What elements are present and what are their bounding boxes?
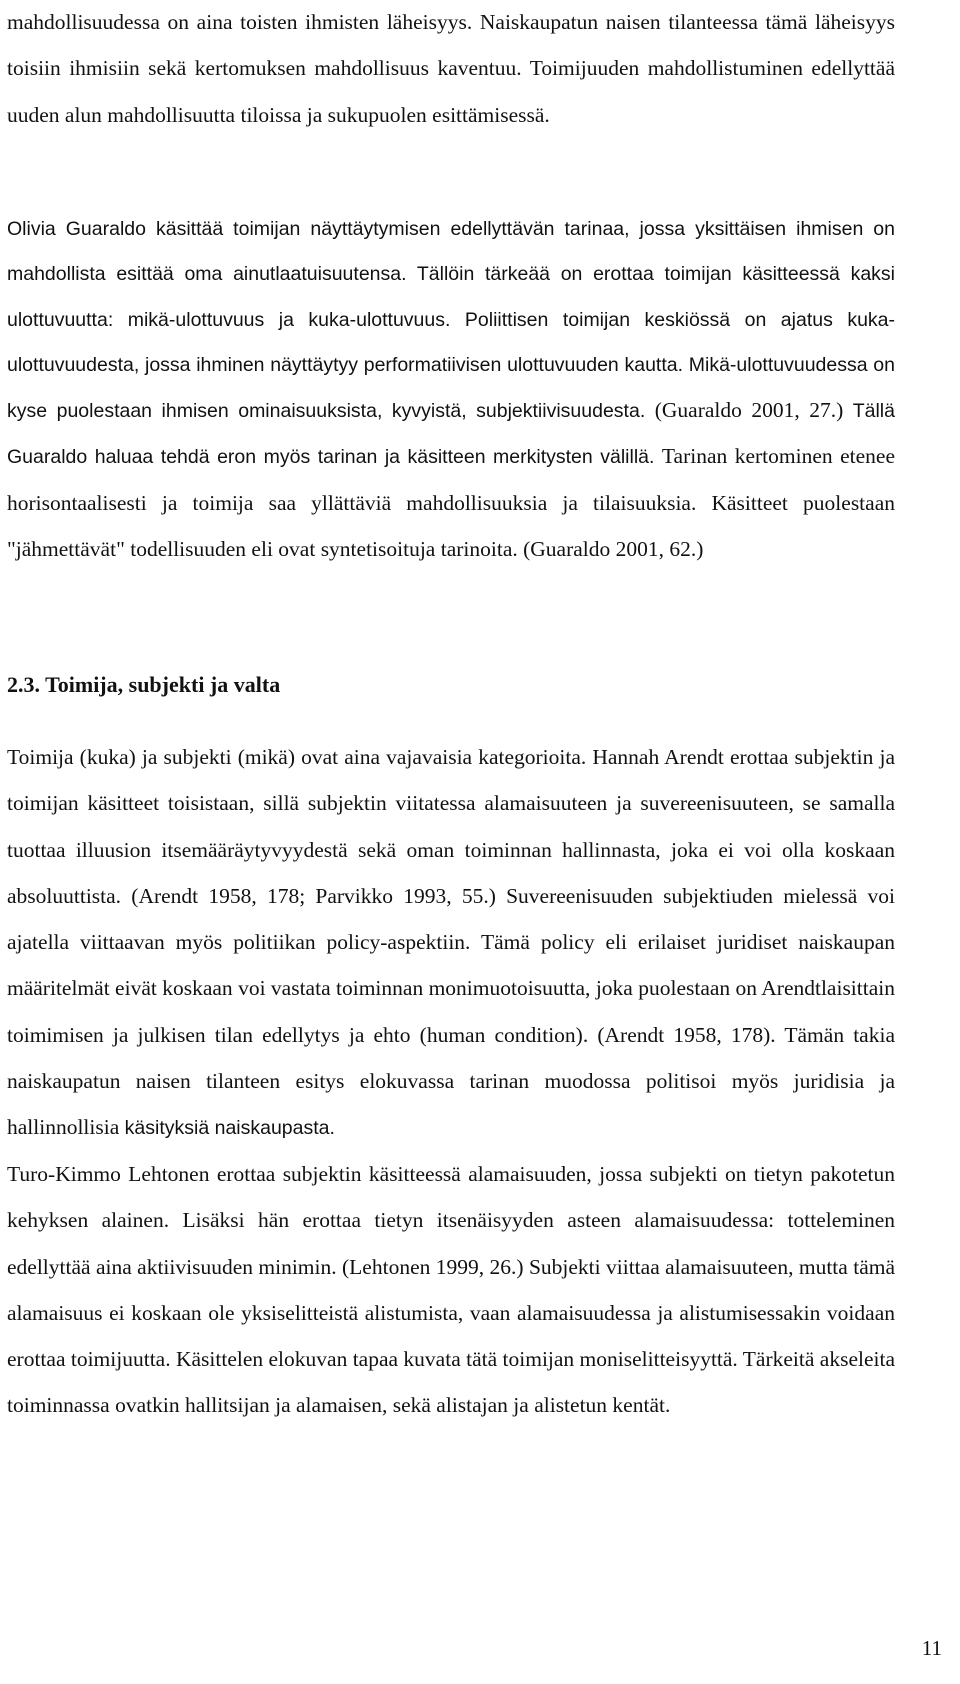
text-run: mahdollisuudessa on aina toisten ihmisten läheisyys. Naiskaupatun naisen tilanteessa tämä läheisyys toisiin ihmisiin sekä kertomuksen mahdollisuus kaventuu. Toimijuuden mahdollistuminen edellyttää uuden alun mahdollisuutta tiloissa ja sukupuolen esittämisessä. — [7, 10, 895, 127]
text-run: Tällä Guaraldo haluaa tehdä eron myös tarinan ja käsitteen merkitysten välillä. — [7, 400, 895, 469]
page-number: 11 — [921, 1636, 942, 1660]
text-run: (Guaraldo 2001, 27.) — [654, 398, 853, 423]
text-run: käsityksiä naiskaupasta. — [124, 1117, 335, 1140]
text-run: Olivia Guaraldo käsittää toimijan näyttäytymisen edellyttävän tarinaa, jossa yksittäisen ihmisen on mahdollista esittää oma ainutlaatuisuutensa. Tällöin tärkeää on erottaa toimijan käsitteessä kaksi ulottuvuutta: mikä-ulottuvuus ja kuka-ulottuvuus. Poliittisen toimijan keskiössä on ajatus kuka-ulottuvuudesta, jossa ihminen näyttäytyy performatiivisen ulottuvuuden kautta. Mikä-ulottuvuudessa on kyse puolestaan ihmisen ominaisuuksista, kyvyistä, subjektiivisuudesta. — [7, 218, 895, 423]
paragraph-toimija-subjekti — [7, 735, 895, 1152]
section-heading: 2.3. Toimija, subjekti ja valta — [7, 672, 281, 697]
paragraph-intro-continued — [7, 0, 895, 139]
paragraph-guaraldo — [7, 207, 895, 573]
text-run: Toimija (kuka) ja subjekti (mikä) ovat aina vajavaisia kategorioita. Hannah Arendt erottaa subjektin ja toimijan käsitteet toisistaan, sillä subjektin viitatessa alamaisuuteen ja suvereenisuuteen, se samalla tuottaa illuusion itsemääräytyvyydestä sekä oman toiminnan hallinnasta, joka ei voi olla koskaan absoluuttista. (Arendt 1958, 178; Parvikko 1993, 55.) Suvereenisuuden subjektiuden mielessä voi ajatella viittaavan myös politiikan policy-aspektiin. Tämä policy eli erilaiset juridiset naiskaupan määritelmät eivät koskaan voi vastata toiminnan monimuotoisuutta, joka puolestaan on Arendtlaisittain toimimisen ja julkisen tilan edellytys ja ehto (human condition). (Arendt 1958, 178). Tämän takia naiskaupatun naisen tilanteen esitys elokuvassa tarinan muodossa politisoi myös juridisia ja hallinnollisia — [7, 745, 895, 1140]
text-run: Tarinan kertominen etenee horisontaalisesti ja toimija saa yllättäviä mahdollisuuksia ja tilaisuuksia. Käsitteet puolestaan "jähmettävät" todellisuuden eli ovat syntetisoituja tarinoita. (Guaraldo 2001, 62.) — [7, 444, 895, 562]
text-run: Turo-Kimmo Lehtonen erottaa subjektin käsitteessä alamaisuuden, jossa subjekti on tietyn pakotetun kehyksen alainen. Lisäksi hän erottaa tietyn itsenäisyyden asteen alamaisuudessa: totteleminen edellyttää aina aktiivisuuden minimin. (Lehtonen 1999, 26.) Subjekti viittaa alamaisuuteen, mutta tämä alamaisuus ei koskaan ole yksiselitteistä alistumista, vaan alamaisuudessa ja alistumisessakin voidaan erottaa toimijuutta. Käsittelen elokuvan tapaa kuvata tätä toimijan moniselitteisyyttä. Tärkeitä akseleita toiminnassa ovatkin hallitsijan ja alamaisen, sekä alistajan ja alistetun kentät. — [7, 1162, 895, 1418]
paragraph-lehtonen — [7, 1152, 895, 1430]
